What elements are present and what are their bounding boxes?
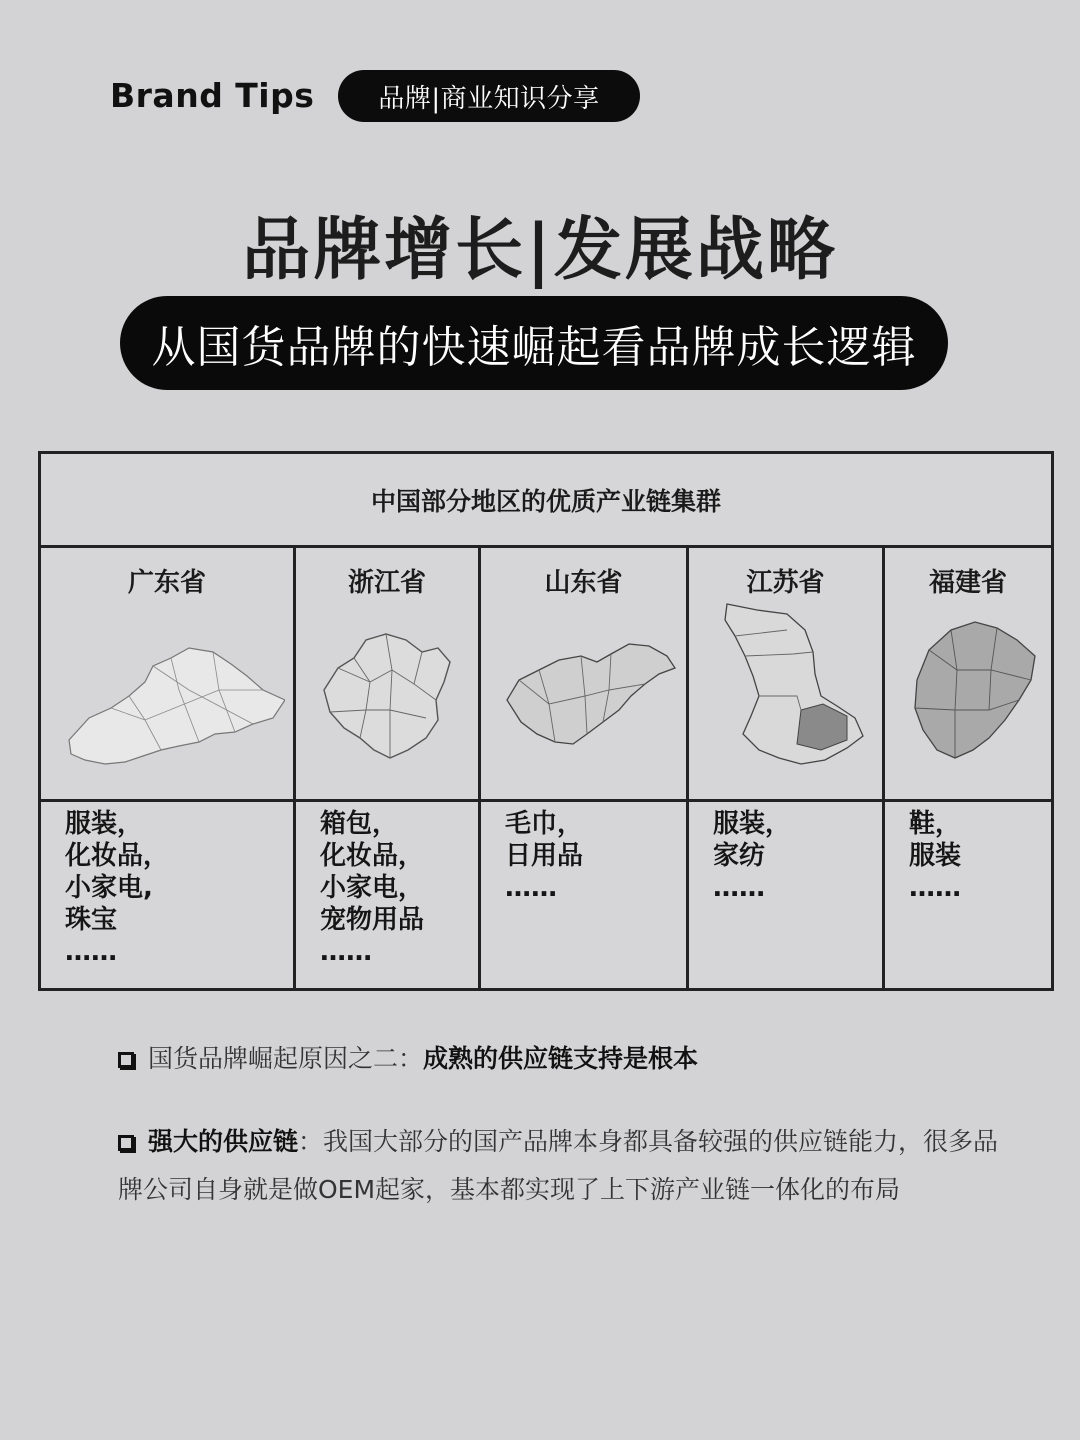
product-list: [909, 808, 961, 904]
province-name: 江苏省: [746, 568, 825, 598]
category-tag: 品牌|商业知识分享: [338, 70, 640, 122]
product-item: 化妆品，: [320, 841, 425, 871]
product-item: 毛巾，: [505, 809, 584, 839]
product-list: [713, 808, 791, 904]
product-item: ……: [909, 873, 961, 903]
product-list: [320, 808, 424, 968]
industry-cluster-table: [38, 451, 1054, 991]
province-name: 山东省: [544, 568, 623, 598]
zhejiang-map-image: [304, 600, 470, 780]
product-item: 服装: [909, 841, 962, 871]
province-name: 福建省: [928, 568, 1007, 598]
checkbox-bullet-icon: [118, 1135, 134, 1151]
checkbox-bullet-icon: [118, 1052, 134, 1068]
product-item: 箱包，: [320, 809, 399, 839]
product-item: ……: [65, 937, 117, 967]
product-item: 服装，: [713, 809, 792, 839]
product-item: 宠物用品: [320, 905, 425, 935]
shandong-map-image: [489, 600, 678, 780]
province-column-guangdong: [41, 548, 293, 988]
product-item: 化妆品，: [65, 841, 170, 871]
province-column-shandong: [481, 548, 686, 988]
product-item: 家纺: [713, 841, 766, 871]
bullet-text: ：我国大部分的国产品牌本身都具备较强的供应链能力，很多品牌公司自身就是做OEM起家，基本都实现了上下游产业链一体化的布局: [118, 1127, 999, 1204]
bullet-point-supply-chain: [118, 1118, 1018, 1214]
headline: 品牌增长|发展战略: [242, 210, 838, 290]
product-item: ……: [505, 873, 557, 903]
brand-title: Brand Tips: [110, 76, 315, 115]
province-name: 浙江省: [347, 568, 426, 598]
product-item: ……: [320, 937, 372, 967]
bullet-label: 强大的供应链: [148, 1127, 299, 1156]
bullet-point-reason: [118, 1034, 698, 1084]
bullet-label: 国货品牌崛起原因之二：: [148, 1044, 424, 1073]
subheadline-pill: 从国货品牌的快速崛起看品牌成长逻辑: [120, 296, 948, 390]
province-column-zhejiang: [296, 548, 478, 988]
fujian-map-image: [893, 600, 1043, 780]
jiangsu-map-image: [697, 600, 874, 780]
product-item: 小家电，: [320, 873, 425, 903]
table-title: 中国部分地区的优质产业链集群: [41, 454, 1051, 548]
province-name: 广东省: [127, 568, 206, 598]
product-list: [65, 808, 169, 968]
product-item: 服装，: [65, 809, 144, 839]
guangdong-map-image: [49, 600, 285, 780]
province-column-jiangsu: [689, 548, 882, 988]
province-column-fujian: [885, 548, 1051, 988]
product-item: 日用品: [505, 841, 584, 871]
product-list: [505, 808, 583, 904]
bullet-emphasis: 成熟的供应链支持是根本: [423, 1044, 699, 1073]
product-item: 鞋，: [909, 809, 962, 839]
product-item: 小家电,: [65, 873, 153, 903]
product-item: ……: [713, 873, 765, 903]
product-item: 珠宝: [65, 905, 118, 935]
